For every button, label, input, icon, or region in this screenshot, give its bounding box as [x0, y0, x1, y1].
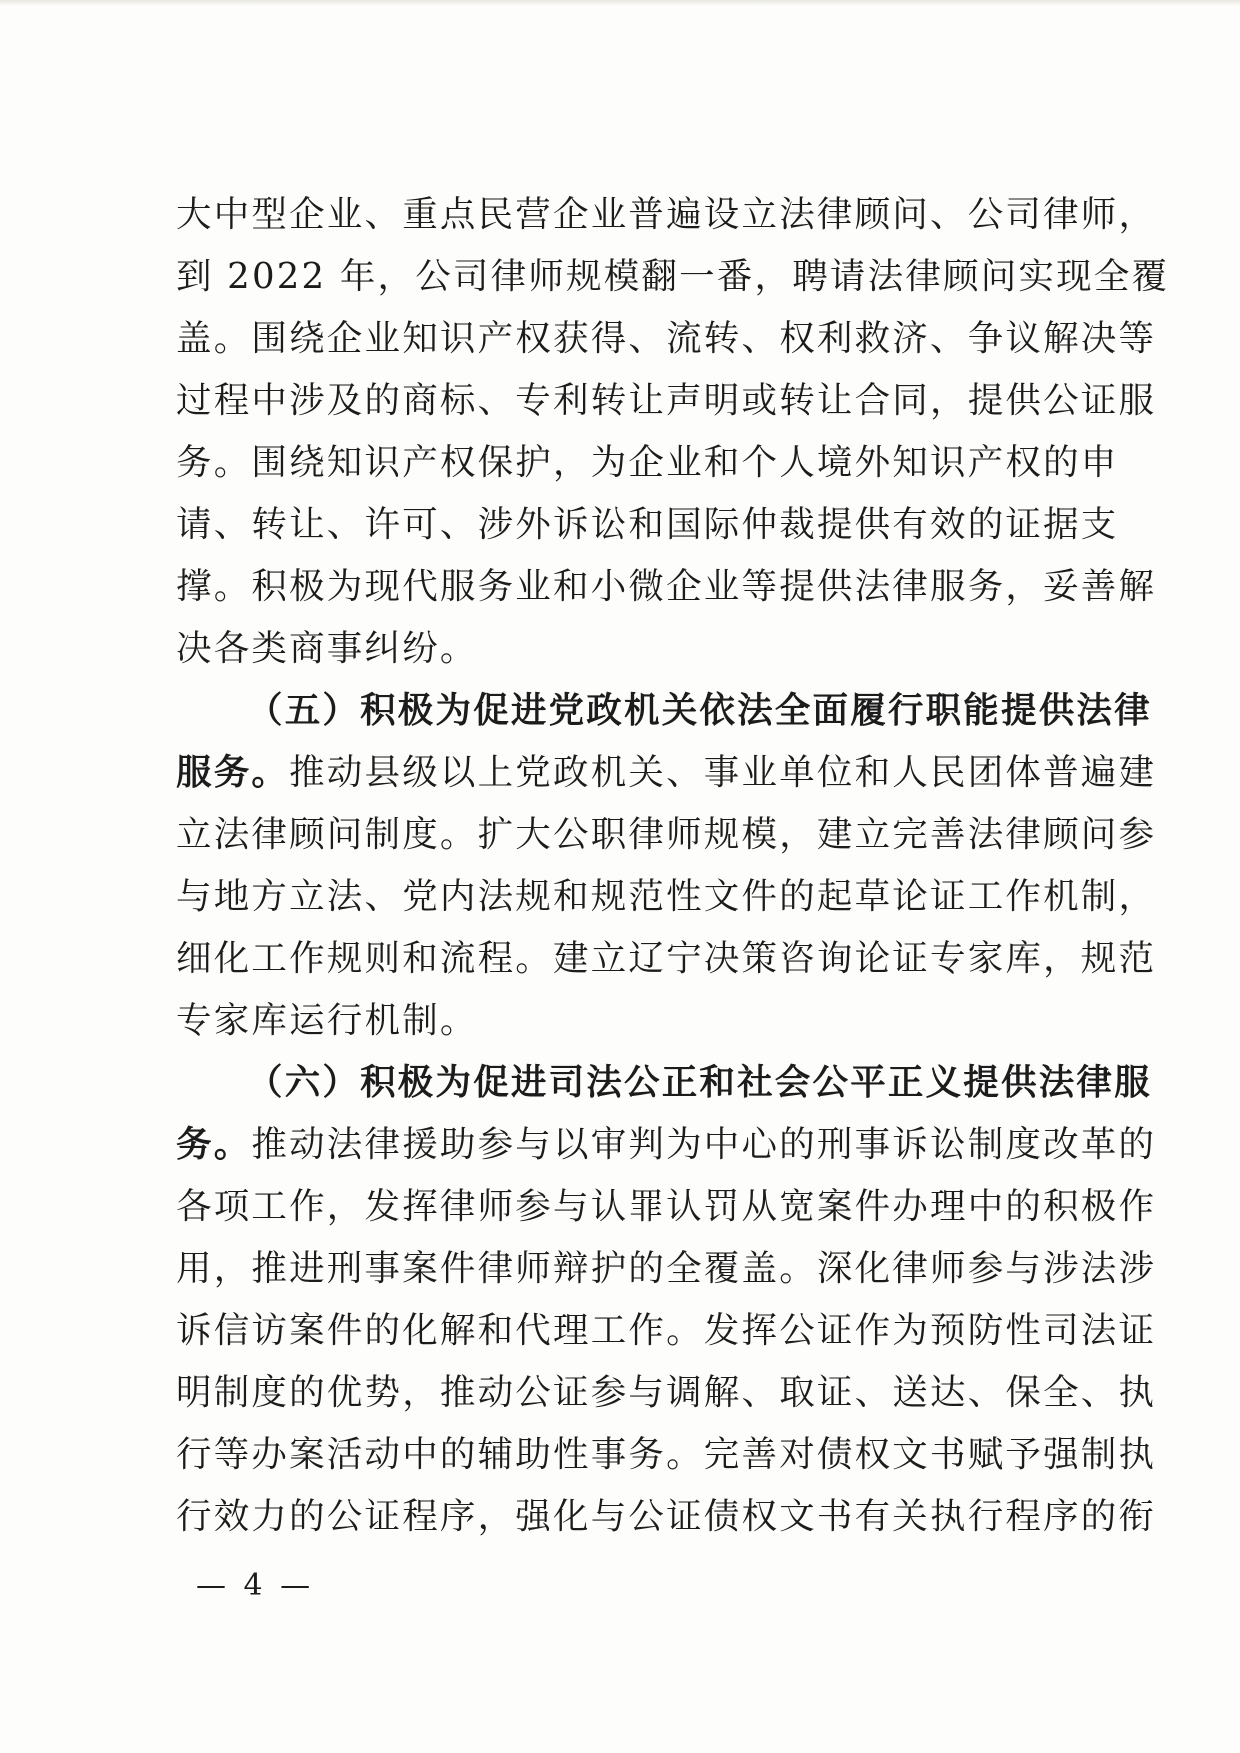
text-line: 立法律顾问制度。扩大公职律师规模，建立完善法律顾问参: [176, 814, 1157, 855]
text-line: 诉信访案件的化解和代理工作。发挥公证作为预防性司法证: [176, 1310, 1157, 1351]
scan-edge: [0, 0, 1240, 6]
text-line: 过程中涉及的商标、专利转让声明或转让合同，提供公证服: [176, 380, 1157, 421]
section-5-heading: （五）积极为促进党政机关依法全面履行职能提供法律: [247, 690, 1152, 731]
text-fragment: 推动县级以上党政机关、事业单位和人民团体普遍建: [289, 752, 1157, 793]
text-line: 盖。围绕企业知识产权获得、流转、权利救济、争议解决等: [176, 318, 1157, 359]
text-line: 到 2022 年，公司律师规模翻一番，聘请法律顾问实现全覆: [176, 256, 1170, 297]
text-line: 请、转让、许可、涉外诉讼和国际仲裁提供有效的证据支: [176, 504, 1119, 545]
text-line: 撑。积极为现代服务业和小微企业等提供法律服务，妥善解: [176, 566, 1157, 607]
text-line: 大中型企业、重点民营企业普遍设立法律顾问、公司律师，: [176, 194, 1157, 235]
text-line: 用，推进刑事案件律师辩护的全覆盖。深化律师参与涉法涉: [176, 1248, 1157, 1289]
text-line: [176, 742, 1157, 804]
text-line: 与地方立法、党内法规和规范性文件的起草论证工作机制，: [176, 876, 1157, 917]
text-line: 各项工作，发挥律师参与认罪认罚从宽案件办理中的积极作: [176, 1186, 1157, 1227]
document-body: [176, 184, 1170, 1548]
text-line: 务。围绕知识产权保护，为企业和个人境外知识产权的申: [176, 442, 1119, 483]
text-line: [176, 1114, 1157, 1176]
text-line: 专家库运行机制。: [176, 1000, 478, 1041]
text-line: 明制度的优势，推动公证参与调解、取证、送达、保全、执: [176, 1372, 1157, 1413]
text-line: 决各类商事纠纷。: [176, 628, 478, 669]
text-line: 行等办案活动中的辅助性事务。完善对债权文书赋予强制执: [176, 1434, 1157, 1475]
section-6-heading-cont: 务。: [176, 1124, 252, 1165]
page-number: — 4 —: [196, 1568, 315, 1603]
text-line: 细化工作规则和流程。建立辽宁决策咨询论证专家库，规范: [176, 938, 1157, 979]
text-line: 行效力的公证程序，强化与公证债权文书有关执行程序的衔: [176, 1496, 1157, 1537]
text-fragment: 推动法律援助参与以审判为中心的刑事诉讼制度改革的: [251, 1124, 1157, 1165]
section-5-heading-cont: 服务。: [176, 752, 290, 793]
section-6-heading: （六）积极为促进司法公正和社会公平正义提供法律服: [247, 1062, 1152, 1103]
